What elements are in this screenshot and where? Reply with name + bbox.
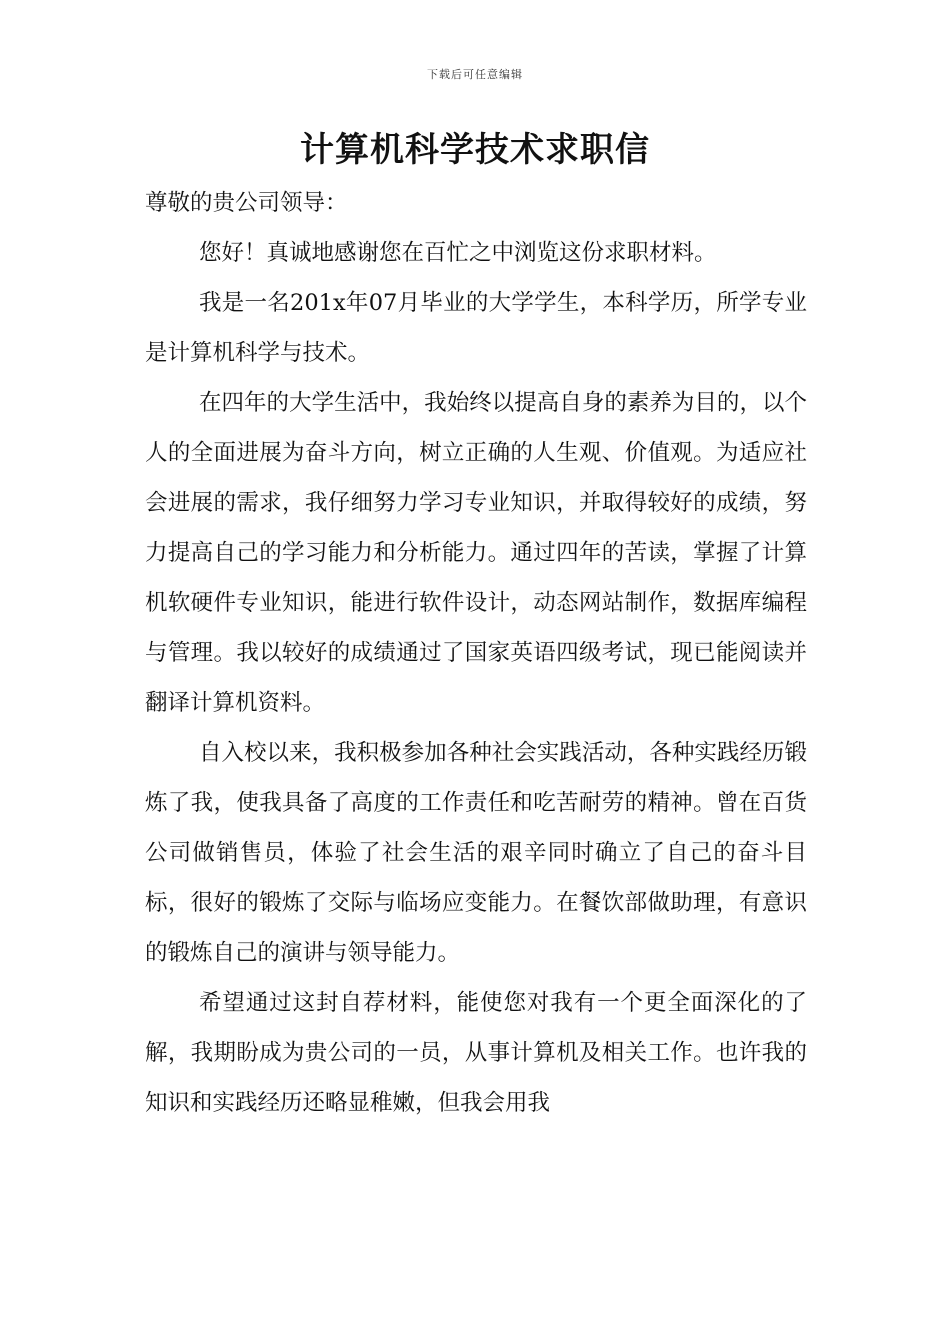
document-title: 计算机科学技术求职信 <box>300 130 650 170</box>
salutation: 尊敬的贵公司领导： <box>145 190 348 216</box>
paragraph-intro: 我是一名201x年07月毕业的大学学生，本科学历，所学专业是计算机科学与技术。 <box>145 290 807 366</box>
letter-body <box>145 178 807 1128</box>
paragraph-hope: 希望通过这封自荐材料，能使您对我有一个更全面深化的了解，我期盼成为贵公司的一员，从事计算机及相关工作。也许我的知识和实践经历还略显稚嫩，但我会用我 <box>145 990 807 1116</box>
paragraph-study: 在四年的大学生活中，我始终以提高自身的素养为目的，以个人的全面进展为奋斗方向，树立正确的人生观、价值观。为适应社会进展的需求，我仔细努力学习专业知识，并取得较好的成绩，努力提高自己的学习能力和分析能力。通过四年的苦读，掌握了计算机软硬件专业知识，能进行软件设计，动态网站制作，数据库编程与管理。我以较好的成绩通过了国家英语四级考试，现已能阅读并翻译计算机资料。 <box>145 390 807 716</box>
download-note: 下载后可任意编辑 <box>427 68 523 81</box>
paragraph-greeting: 您好！真诚地感谢您在百忙之中浏览这份求职材料。 <box>199 240 717 266</box>
paragraph-practice: 自入校以来，我积极参加各种社会实践活动，各种实践经历锻炼了我，使我具备了高度的工作责任和吃苦耐劳的精神。曾在百货公司做销售员，体验了社会生活的艰辛同时确立了自己的奋斗目标，很好的锻炼了交际与临场应变能力。在餐饮部做助理，有意识的锻炼自己的演讲与领导能力。 <box>145 740 807 966</box>
